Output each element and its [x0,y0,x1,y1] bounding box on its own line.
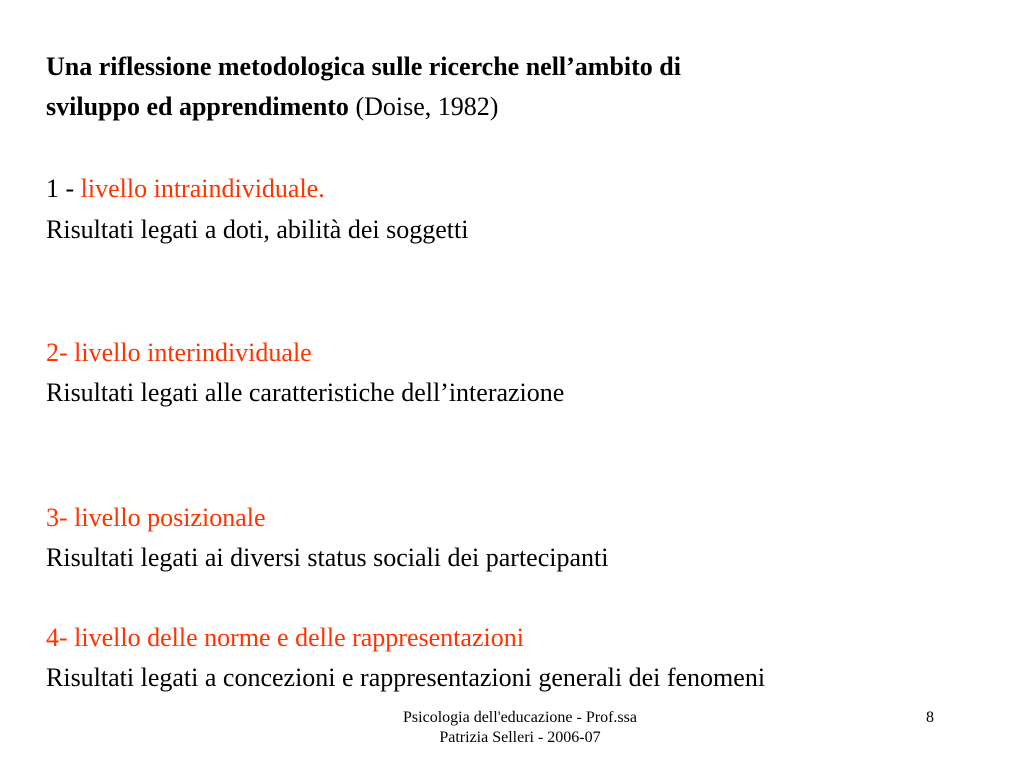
slide-title-bold-part: sviluppo ed apprendimento [46,92,349,121]
level-1-heading [46,174,325,204]
slide-title-line-2 [46,92,498,122]
slide-footer [300,708,740,748]
slide-title-line-1: Una riflessione metodologica sulle ricerche nell’ambito di [46,52,681,81]
level-2-description: Risultati legati alle caratteristiche dell’interazione [46,378,565,407]
footer-course-line: Psicologia dell'educazione - Prof.ssa [403,709,637,726]
level-1-title: livello intraindividuale. [80,174,325,203]
footer-author-line: Patrizia Selleri - 2006-07 [439,729,601,746]
level-3-description: Risultati legati ai diversi status sociali dei partecipanti [46,543,609,572]
level-3-heading: 3- livello posizionale [46,503,266,532]
level-4-description: Risultati legati a concezioni e rappresentazioni generali dei fenomeni [46,663,766,692]
level-1-description: Risultati legati a doti, abilità dei soggetti [46,215,469,244]
level-1-prefix: 1 - [46,174,81,203]
slide-page-number: 8 [926,709,934,726]
level-2-heading: 2- livello interindividuale [46,338,312,367]
slide-title-citation: (Doise, 1982) [348,92,499,121]
level-4-heading: 4- livello delle norme e delle rappresentazioni [46,623,524,652]
